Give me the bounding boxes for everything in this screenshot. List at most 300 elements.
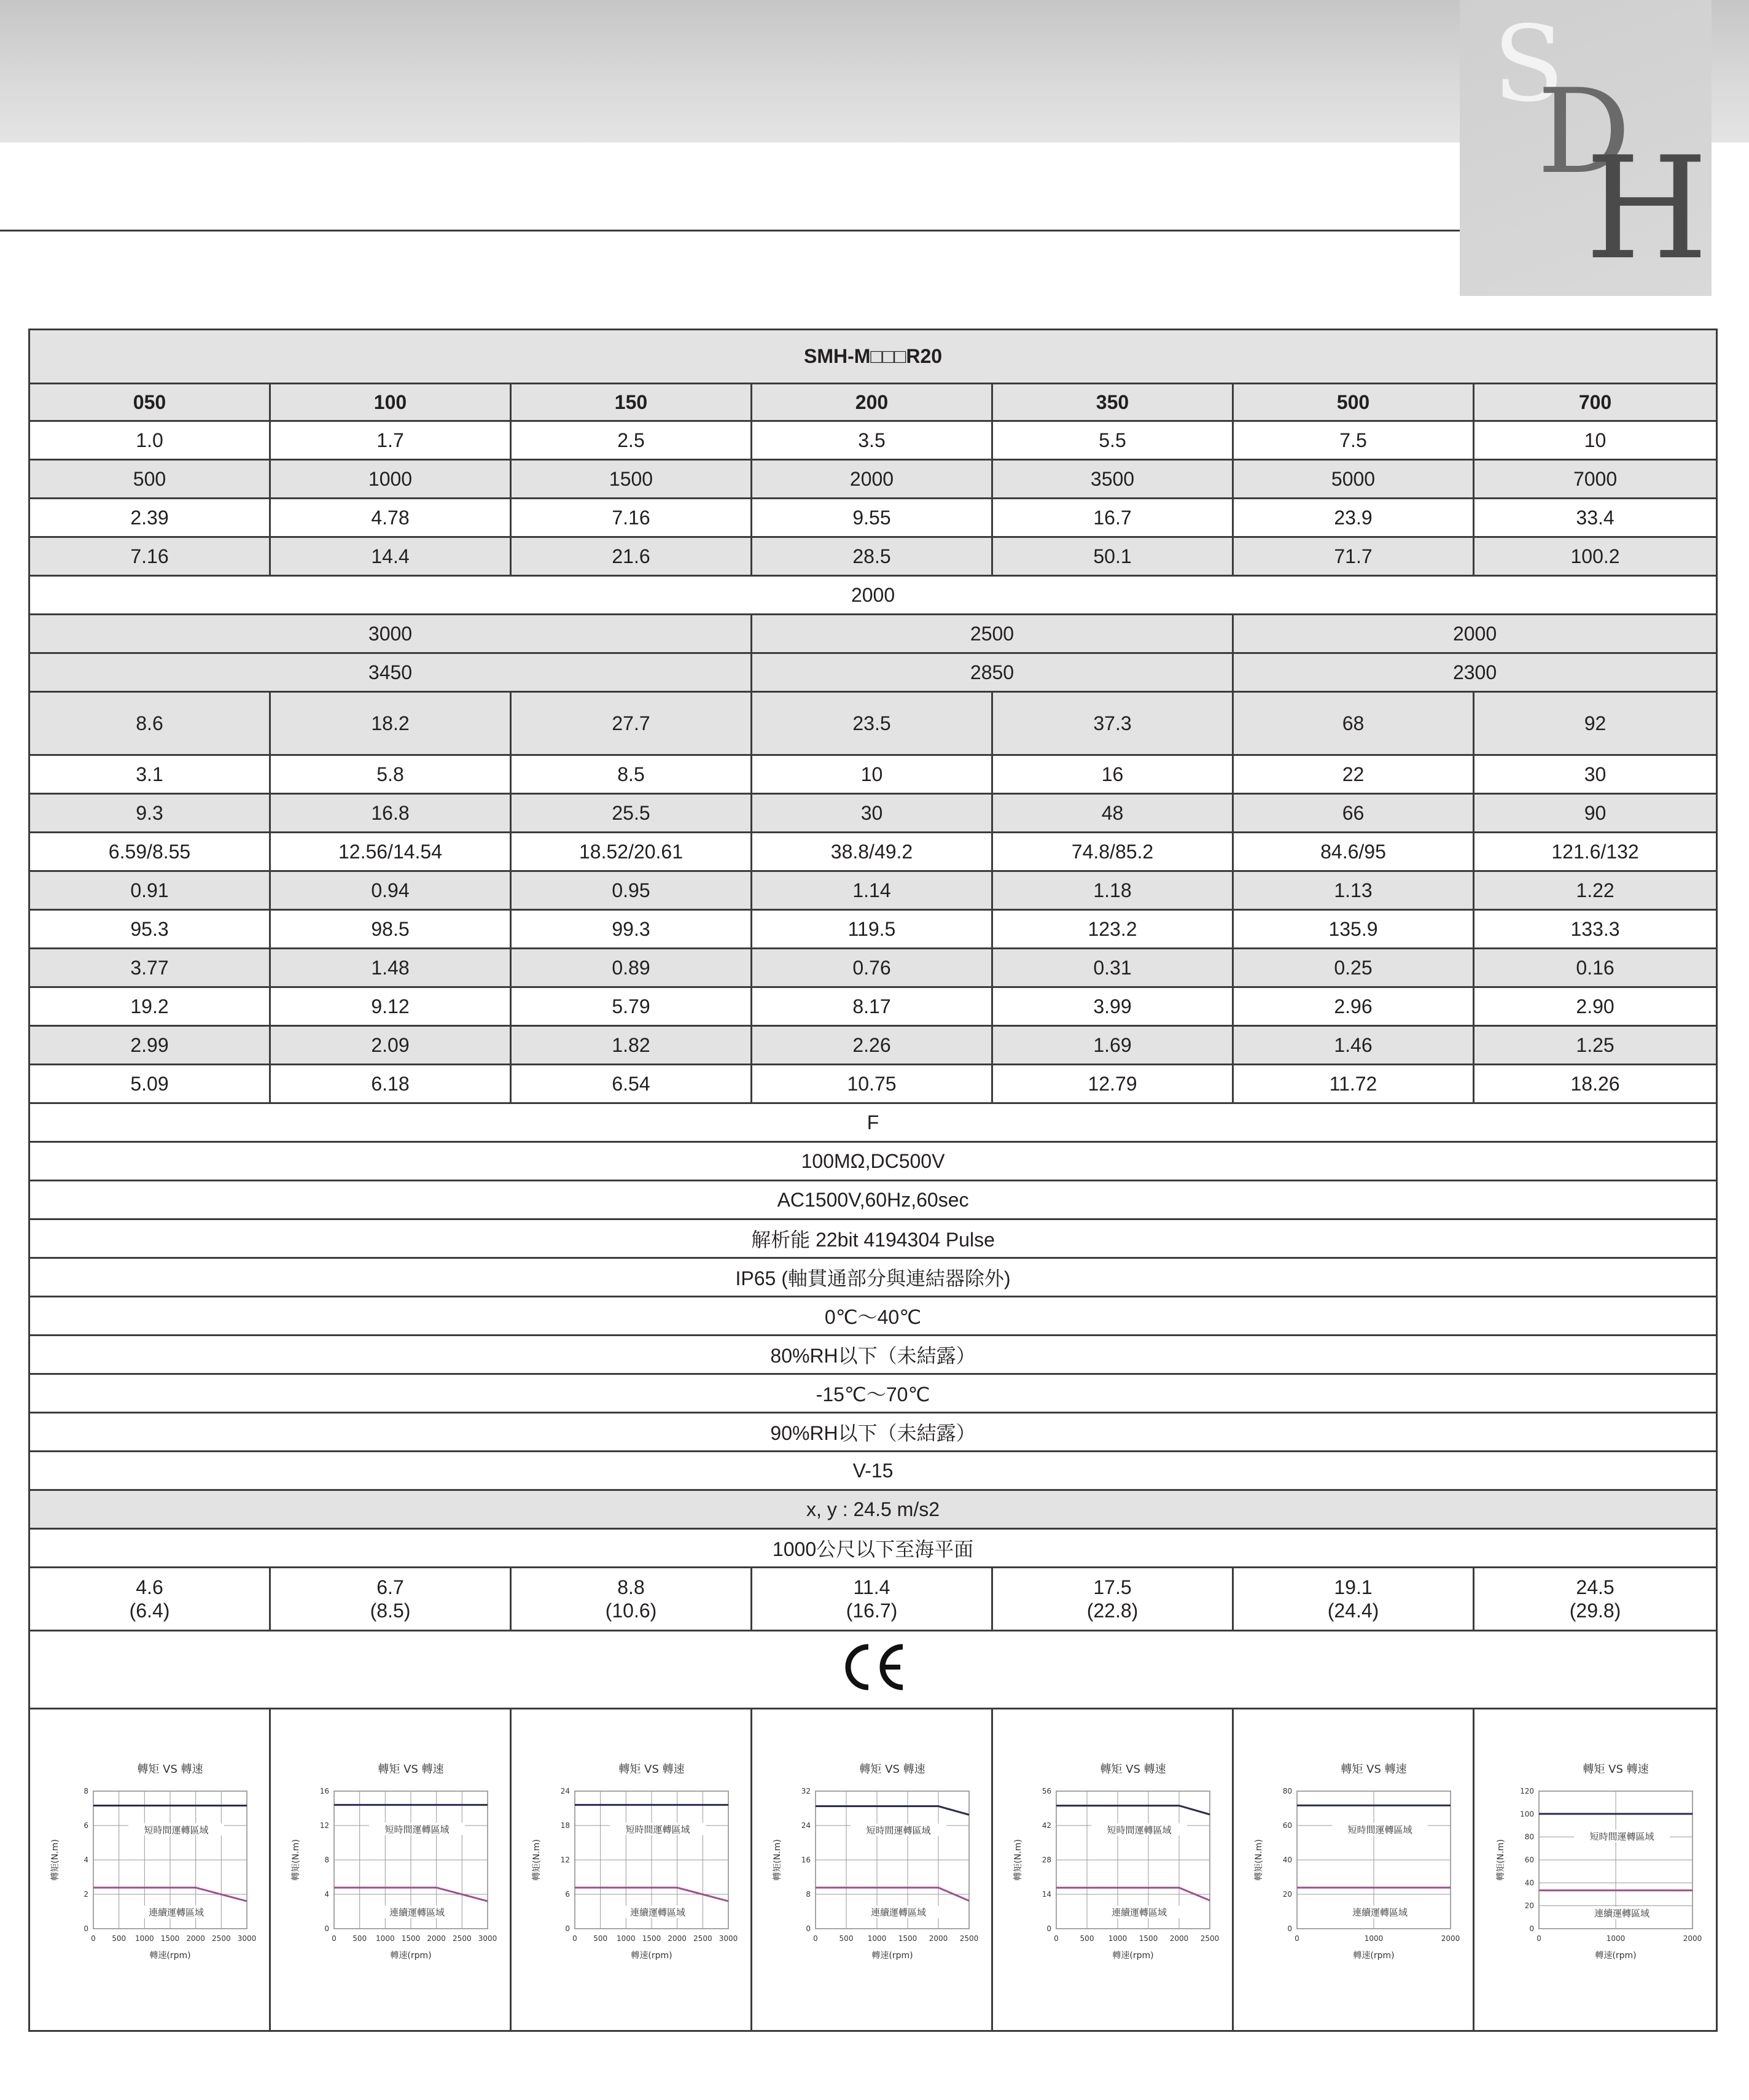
spec-cell: 100.2	[1474, 537, 1717, 576]
x-axis-label: 轉速(rpm)	[1112, 1951, 1154, 1961]
spec-cell: 25.5	[511, 794, 752, 833]
op-humidity-row	[29, 1336, 1717, 1374]
spec-row	[29, 1026, 1717, 1065]
spec-cell: 5000	[1233, 460, 1474, 499]
continuous-region-label: 連續運轉區域	[1352, 1907, 1408, 1918]
spec-cell: 9.3	[29, 794, 270, 833]
y-tick-label: 4	[324, 1890, 329, 1899]
continuous-region-label: 連續運轉區域	[1111, 1907, 1167, 1918]
speed-limit-row	[29, 653, 1717, 692]
x-tick-label: 2500	[211, 1934, 231, 1943]
x-axis-label: 轉速(rpm)	[149, 1951, 191, 1961]
x-tick-label: 1000	[1606, 1934, 1625, 1943]
speed-limit-row-cell: 2850	[752, 653, 1233, 692]
spec-cell: 9.12	[270, 987, 511, 1026]
weight-with-brake: (22.8)	[1086, 1600, 1139, 1622]
y-tick-label: 56	[1042, 1787, 1051, 1795]
spec-cell: 99.3	[511, 910, 752, 949]
spec-cell: 0.91	[29, 871, 270, 910]
spec-cell: 92	[1474, 692, 1717, 755]
spec-cell: 22	[1233, 755, 1474, 794]
insulation-resistance-row-value: 100MΩ,DC500V	[801, 1149, 945, 1172]
x-tick-label: 1000	[375, 1934, 395, 1943]
y-tick-label: 32	[801, 1787, 811, 1795]
torque-speed-chart	[1485, 1757, 1706, 1978]
spec-cell: 3.77	[29, 949, 270, 987]
spec-cell: 18.52/20.61	[511, 833, 752, 871]
certification-row	[29, 1631, 1717, 1709]
y-tick-label: 20	[1282, 1890, 1292, 1899]
spec-cell: 123.2	[992, 910, 1233, 949]
x-tick-label: 0	[1536, 1934, 1541, 1943]
chart-cell	[992, 1709, 1233, 2031]
y-tick-label: 8	[324, 1856, 329, 1864]
ce-mark-icon	[674, 1639, 1073, 1700]
y-tick-label: 12	[319, 1821, 329, 1830]
y-axis-label: 轉矩(N.m)	[772, 1839, 782, 1881]
y-tick-label: 6	[83, 1821, 88, 1830]
spec-cell: 21.6	[511, 537, 752, 576]
x-tick-label: 1500	[160, 1934, 179, 1943]
spec-cell: 0.89	[511, 949, 752, 987]
spec-cell: 16.7	[992, 499, 1233, 537]
weight-cell	[1474, 1568, 1717, 1631]
spec-row	[29, 987, 1717, 1026]
table-title: SMH-M□□□R20	[29, 330, 1717, 384]
y-tick-label: 8	[805, 1890, 811, 1899]
weight-cell	[511, 1568, 752, 1631]
x-tick-label: 3000	[719, 1934, 738, 1943]
spec-cell: 66	[1233, 794, 1474, 833]
header-rule	[0, 230, 1535, 231]
spec-cell: 1.18	[992, 871, 1233, 910]
spec-cell: 0.94	[270, 871, 511, 910]
y-axis-label: 轉矩(N.m)	[1013, 1839, 1023, 1881]
y-tick-label: 40	[1282, 1856, 1292, 1864]
y-tick-label: 4	[83, 1856, 88, 1864]
x-tick-label: 2500	[1200, 1934, 1219, 1943]
storage-humidity-row-value: 90%RH以下（未結露）	[770, 1422, 976, 1444]
spec-row	[29, 1065, 1717, 1103]
spec-cell: 6.54	[511, 1065, 752, 1103]
max-speed-row-cell: 2000	[1233, 615, 1717, 653]
x-tick-label: 0	[90, 1934, 96, 1943]
x-axis-label: 轉速(rpm)	[630, 1951, 672, 1961]
dielectric-row-value: AC1500V,60Hz,60sec	[777, 1188, 969, 1211]
x-axis-label: 轉速(rpm)	[1594, 1951, 1637, 1961]
weight-with-brake: (29.8)	[1569, 1600, 1621, 1622]
short-time-region-label: 短時間運轉區域	[143, 1824, 209, 1836]
spec-row	[29, 949, 1717, 987]
spec-cell: 2.09	[270, 1026, 511, 1065]
speed-limit-row-cell: 2300	[1233, 653, 1717, 692]
y-tick-label: 18	[560, 1821, 570, 1830]
spec-table	[28, 329, 1718, 2032]
vibration-class-row	[29, 1452, 1717, 1490]
x-tick-label: 2000	[1169, 1934, 1188, 1943]
continuous-region-label: 連續運轉區域	[629, 1907, 685, 1918]
torque-speed-chart	[1002, 1757, 1223, 1978]
model-header-350: 350	[992, 384, 1233, 421]
rated-speed-row	[29, 576, 1717, 615]
spec-cell: 1.13	[1233, 871, 1474, 910]
spec-cell: 10	[752, 755, 992, 794]
spec-cell: 23.9	[1233, 499, 1474, 537]
spec-row	[29, 537, 1717, 576]
x-tick-label: 2500	[959, 1934, 978, 1943]
spec-cell: 1.82	[511, 1026, 752, 1065]
y-tick-label: 0	[83, 1924, 88, 1933]
spec-cell: 10.75	[752, 1065, 992, 1103]
x-axis-label: 轉速(rpm)	[389, 1951, 432, 1961]
torque-speed-chart	[762, 1757, 983, 1978]
spec-cell: 1.14	[752, 871, 992, 910]
spec-row	[29, 794, 1717, 833]
weight-row	[29, 1568, 1717, 1631]
spec-row	[29, 910, 1717, 949]
chart-cell	[1233, 1709, 1474, 2031]
torque-speed-chart	[521, 1757, 742, 1978]
x-axis-label: 轉速(rpm)	[871, 1951, 913, 1961]
insulation-resistance-row	[29, 1142, 1717, 1181]
spec-cell: 50.1	[992, 537, 1233, 576]
spec-cell: 0.25	[1233, 949, 1474, 987]
op-temp-row	[29, 1297, 1717, 1336]
y-axis-label: 轉矩(N.m)	[531, 1839, 542, 1881]
spec-row	[29, 692, 1717, 755]
x-tick-label: 1500	[898, 1934, 917, 1943]
x-tick-label: 500	[352, 1934, 367, 1943]
x-tick-label: 1000	[1364, 1934, 1383, 1943]
insulation-class-row-value: F	[867, 1111, 879, 1134]
spec-cell: 8.5	[511, 755, 752, 794]
y-tick-label: 8	[83, 1787, 88, 1795]
spec-cell: 38.8/49.2	[752, 833, 992, 871]
y-axis-label: 轉矩(N.m)	[50, 1839, 60, 1881]
y-tick-label: 60	[1524, 1856, 1534, 1864]
spec-row	[29, 421, 1717, 460]
weight-cell	[270, 1568, 511, 1631]
max-speed-row	[29, 615, 1717, 653]
logo-letter-h: H	[1585, 127, 1708, 291]
spec-cell: 33.4	[1474, 499, 1717, 537]
y-tick-label: 60	[1282, 1821, 1292, 1830]
spec-cell: 28.5	[752, 537, 992, 576]
weight-main: 19.1	[1334, 1576, 1373, 1598]
encoder-row	[29, 1219, 1717, 1258]
x-axis-label: 轉速(rpm)	[1352, 1951, 1395, 1961]
spec-cell: 0.76	[752, 949, 992, 987]
y-tick-label: 80	[1282, 1787, 1292, 1795]
spec-row	[29, 871, 1717, 910]
y-tick-label: 2	[83, 1890, 88, 1899]
spec-cell: 1.22	[1474, 871, 1717, 910]
encoder-row-value: 解析能 22bit 4194304 Pulse	[751, 1229, 995, 1251]
weight-main: 17.5	[1093, 1576, 1132, 1598]
logo-letter-s: S	[1493, 4, 1565, 125]
spec-cell: 2.39	[29, 499, 270, 537]
spec-cell: 1.25	[1474, 1026, 1717, 1065]
op-humidity-row-value: 80%RH以下（未結露）	[770, 1345, 976, 1367]
speed-limit-row-cell: 3450	[29, 653, 752, 692]
spec-cell: 8.17	[752, 987, 992, 1026]
spec-cell: 23.5	[752, 692, 992, 755]
x-tick-label: 1000	[1108, 1934, 1127, 1943]
spec-cell: 3.1	[29, 755, 270, 794]
spec-cell: 71.7	[1233, 537, 1474, 576]
spec-cell: 2.99	[29, 1026, 270, 1065]
model-header-050: 050	[29, 384, 270, 421]
short-time-torque-line	[1056, 1806, 1210, 1814]
spec-cell: 121.6/132	[1474, 833, 1717, 871]
vibration-row-value: x, y : 24.5 m/s2	[29, 1490, 1717, 1529]
x-tick-label: 2500	[452, 1934, 472, 1943]
spec-cell: 2.96	[1233, 987, 1474, 1026]
weight-cell	[992, 1568, 1233, 1631]
x-tick-label: 2500	[693, 1934, 712, 1943]
x-tick-label: 3000	[478, 1934, 497, 1943]
spec-cell: 27.7	[511, 692, 752, 755]
spec-cell: 2.5	[511, 421, 752, 460]
spec-cell: 48	[992, 794, 1233, 833]
spec-row	[29, 499, 1717, 537]
spec-cell: 14.4	[270, 537, 511, 576]
weight-main: 6.7	[376, 1576, 404, 1598]
spec-cell: 30	[1474, 755, 1717, 794]
spec-cell: 12.56/14.54	[270, 833, 511, 871]
x-tick-label: 500	[111, 1934, 126, 1943]
chart-cell	[29, 1709, 270, 2031]
x-tick-label: 1000	[134, 1934, 154, 1943]
y-tick-label: 0	[1287, 1924, 1292, 1933]
spec-cell: 1500	[511, 460, 752, 499]
storage-humidity-row	[29, 1413, 1717, 1452]
y-tick-label: 80	[1524, 1832, 1534, 1841]
x-tick-label: 3000	[237, 1934, 256, 1943]
short-time-region-label: 短時間運轉區域	[865, 1824, 931, 1836]
spec-cell: 98.5	[270, 910, 511, 949]
spec-row	[29, 833, 1717, 871]
rated-speed-row-value: 2000	[29, 576, 1717, 615]
short-time-region-label: 短時間運轉區域	[1347, 1824, 1412, 1836]
y-axis-label: 轉矩(N.m)	[1495, 1839, 1506, 1881]
y-tick-label: 40	[1524, 1878, 1534, 1888]
y-axis-label: 轉矩(N.m)	[290, 1839, 301, 1881]
spec-cell: 90	[1474, 794, 1717, 833]
short-time-region-label: 短時間運轉區域	[1106, 1824, 1172, 1836]
y-tick-label: 42	[1042, 1821, 1051, 1830]
continuous-region-label: 連續運轉區域	[870, 1907, 926, 1918]
x-tick-label: 2000	[1441, 1934, 1460, 1943]
y-tick-label: 0	[564, 1924, 570, 1933]
y-tick-label: 14	[1042, 1890, 1051, 1899]
weight-with-brake: (24.4)	[1327, 1600, 1379, 1622]
y-tick-label: 24	[801, 1821, 811, 1830]
chart-title: 轉矩 VS 轉速	[1099, 1763, 1166, 1776]
short-time-torque-line	[816, 1806, 969, 1815]
chart-title: 轉矩 VS 轉速	[1582, 1763, 1649, 1776]
storage-temp-row-value: -15℃～70℃	[816, 1383, 930, 1406]
chart-title: 轉矩 VS 轉速	[136, 1763, 203, 1776]
y-tick-label: 100	[1519, 1810, 1534, 1819]
chart-title: 轉矩 VS 轉速	[377, 1763, 444, 1776]
x-tick-label: 2000	[185, 1934, 205, 1943]
spec-cell: 2.26	[752, 1026, 992, 1065]
y-tick-label: 6	[564, 1890, 570, 1899]
spec-cell: 1.48	[270, 949, 511, 987]
spec-cell: 84.6/95	[1233, 833, 1474, 871]
chart-cell	[752, 1709, 992, 2031]
x-tick-label: 500	[1080, 1934, 1094, 1943]
x-tick-label: 500	[593, 1934, 607, 1943]
altitude-row-value: 1000公尺以下至海平面	[772, 1538, 974, 1560]
y-tick-label: 120	[1519, 1787, 1534, 1795]
brand-logo	[1460, 0, 1712, 296]
x-tick-label: 2000	[426, 1934, 446, 1943]
storage-temp-row	[29, 1374, 1717, 1413]
continuous-region-label: 連續運轉區域	[148, 1907, 204, 1918]
y-tick-label: 0	[324, 1924, 329, 1933]
y-tick-label: 0	[805, 1924, 811, 1933]
spec-cell: 7.16	[29, 537, 270, 576]
x-tick-label: 1500	[401, 1934, 420, 1943]
spec-cell: 11.72	[1233, 1065, 1474, 1103]
spec-cell: 12.79	[992, 1065, 1233, 1103]
x-tick-label: 1500	[642, 1934, 661, 1943]
x-tick-label: 2000	[1683, 1934, 1702, 1943]
spec-cell: 68	[1233, 692, 1474, 755]
x-tick-label: 2000	[929, 1934, 948, 1943]
spec-cell: 16.8	[270, 794, 511, 833]
max-speed-row-cell: 2500	[752, 615, 1233, 653]
spec-row	[29, 755, 1717, 794]
spec-cell: 0.31	[992, 949, 1233, 987]
chart-cell	[270, 1709, 511, 2031]
x-tick-label: 2000	[667, 1934, 687, 1943]
dielectric-row	[29, 1181, 1717, 1219]
torque-speed-chart	[39, 1757, 260, 1978]
spec-row	[29, 460, 1717, 499]
spec-cell: 19.2	[29, 987, 270, 1026]
spec-cell: 10	[1474, 421, 1717, 460]
vibration-class-row-value: V-15	[852, 1459, 894, 1482]
model-header-700: 700	[1474, 384, 1717, 421]
short-time-region-label: 短時間運轉區域	[1589, 1830, 1654, 1842]
spec-cell: 3500	[992, 460, 1233, 499]
weight-cell	[1233, 1568, 1474, 1631]
x-tick-label: 0	[1294, 1934, 1299, 1943]
x-tick-label: 500	[839, 1934, 853, 1943]
spec-cell: 3.99	[992, 987, 1233, 1026]
weight-cell	[752, 1568, 992, 1631]
weight-with-brake: (10.6)	[605, 1600, 657, 1622]
weight-with-brake: (8.5)	[370, 1600, 411, 1622]
spec-cell: 1000	[270, 460, 511, 499]
spec-cell: 7.16	[511, 499, 752, 537]
model-header-150: 150	[511, 384, 752, 421]
spec-cell: 1.7	[270, 421, 511, 460]
model-header-100: 100	[270, 384, 511, 421]
continuous-region-label: 連續運轉區域	[389, 1907, 445, 1918]
torque-speed-charts-row	[29, 1709, 1717, 2031]
y-tick-label: 28	[1042, 1856, 1051, 1864]
spec-cell: 7.5	[1233, 421, 1474, 460]
torque-speed-chart	[280, 1757, 501, 1978]
spec-cell: 2.90	[1474, 987, 1717, 1026]
model-header-200: 200	[752, 384, 992, 421]
chart-cell	[511, 1709, 752, 2031]
weight-with-brake: (6.4)	[129, 1600, 170, 1622]
spec-cell: 37.3	[992, 692, 1233, 755]
spec-cell: 9.55	[752, 499, 992, 537]
x-tick-label: 0	[331, 1934, 337, 1943]
model-header-row	[29, 384, 1717, 421]
spec-cell: 135.9	[1233, 910, 1474, 949]
spec-cell: 119.5	[752, 910, 992, 949]
x-tick-label: 1500	[1139, 1934, 1158, 1943]
spec-cell: 5.8	[270, 755, 511, 794]
chart-title: 轉矩 VS 轉速	[859, 1763, 925, 1776]
short-time-region-label: 短時間運轉區域	[384, 1824, 450, 1835]
x-tick-label: 0	[1053, 1934, 1059, 1943]
spec-cell: 5.5	[992, 421, 1233, 460]
protection-row	[29, 1258, 1717, 1297]
weight-cell	[29, 1568, 270, 1631]
weight-with-brake: (16.7)	[846, 1600, 898, 1622]
spec-cell: 7000	[1474, 460, 1717, 499]
torque-speed-chart	[1243, 1757, 1464, 1978]
continuous-region-label: 連續運轉區域	[1594, 1908, 1650, 1919]
spec-cell: 6.18	[270, 1065, 511, 1103]
x-tick-label: 0	[572, 1934, 577, 1943]
spec-cell: 6.59/8.55	[29, 833, 270, 871]
chart-cell	[1474, 1709, 1717, 2031]
spec-cell: 18.2	[270, 692, 511, 755]
y-tick-label: 20	[1524, 1901, 1534, 1910]
max-speed-row-cell: 3000	[29, 615, 752, 653]
spec-cell: 3.5	[752, 421, 992, 460]
spec-cell: 18.26	[1474, 1065, 1717, 1103]
insulation-class-row	[29, 1103, 1717, 1142]
y-axis-label: 轉矩(N.m)	[1253, 1839, 1264, 1881]
y-tick-label: 0	[1529, 1924, 1534, 1933]
spec-cell: 0.95	[511, 871, 752, 910]
spec-cell: 8.6	[29, 692, 270, 755]
spec-cell: 30	[752, 794, 992, 833]
chart-title: 轉矩 VS 轉速	[1340, 1763, 1407, 1776]
spec-cell: 74.8/85.2	[992, 833, 1233, 871]
logo-letter-d: D	[1537, 64, 1631, 200]
x-tick-label: 1000	[867, 1934, 886, 1943]
spec-cell: 1.69	[992, 1026, 1233, 1065]
spec-cell: 2000	[752, 460, 992, 499]
spec-cell: 1.0	[29, 421, 270, 460]
op-temp-row-value: 0℃～40℃	[824, 1306, 922, 1328]
x-tick-label: 1000	[616, 1934, 636, 1943]
weight-main: 24.5	[1576, 1576, 1615, 1598]
spec-cell: 1.46	[1233, 1026, 1474, 1065]
x-tick-label: 0	[812, 1934, 818, 1943]
spec-cell: 133.3	[1474, 910, 1717, 949]
y-tick-label: 16	[319, 1787, 329, 1795]
altitude-row	[29, 1529, 1717, 1568]
spec-cell: 5.09	[29, 1065, 270, 1103]
chart-title: 轉矩 VS 轉速	[618, 1763, 685, 1776]
y-tick-label: 24	[560, 1787, 570, 1795]
weight-main: 4.6	[136, 1576, 163, 1598]
weight-main: 8.8	[617, 1576, 645, 1598]
weight-main: 11.4	[853, 1576, 890, 1598]
